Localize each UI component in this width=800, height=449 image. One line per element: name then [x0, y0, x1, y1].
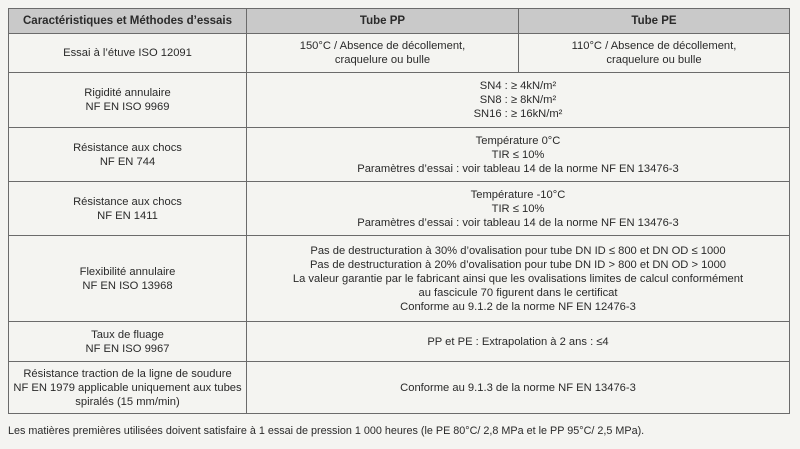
label-line: Essai à l’étuve ISO 12091: [63, 47, 192, 59]
label-line: Rigidité annulaire: [84, 87, 171, 99]
value-line: 150°C / Absence de décollement,: [299, 40, 466, 52]
value-line: SN8 : ≥ 8kN/m²: [479, 94, 557, 106]
value-line: Conforme au 9.1.3 de la norme NF EN 13476-3: [400, 381, 636, 394]
shared-value: [247, 236, 790, 322]
value-line: 110°C / Absence de décollement,: [571, 40, 737, 52]
row-label: [9, 34, 247, 73]
value-line: craquelure ou bulle: [606, 54, 702, 66]
label-line: NF EN ISO 9969: [85, 101, 170, 113]
row-label: [9, 182, 247, 236]
label-line: Résistance traction de la ligne de soudure: [23, 367, 232, 380]
value-line: au fascicule 70 figurent dans le certificat: [418, 286, 618, 299]
value-line: SN4 : ≥ 4kN/m²: [479, 80, 557, 92]
value-line: TIR ≤ 10%: [491, 202, 545, 215]
shared-value: [247, 128, 790, 182]
value-line: Température -10°C: [470, 188, 566, 201]
pe-value: [519, 34, 790, 73]
value-line: Pas de destructuration à 20% d’ovalisation pour tube DN ID > 800 et DN OD > 1000: [309, 258, 727, 271]
value-line: PP et PE : Extrapolation à 2 ans : ≤4: [427, 335, 609, 348]
shared-value: [247, 322, 790, 362]
characteristics-table: [8, 8, 790, 414]
table-row-rigidite: [9, 73, 790, 128]
header-tube-pe: Tube PE: [519, 9, 790, 34]
table-row-flexibilite: [9, 236, 790, 322]
value-line: Paramètres d’essai : voir tableau 14 de la norme NF EN 13476-3: [357, 162, 679, 175]
table-row-traction-soudure: [9, 362, 790, 414]
row-label: [9, 236, 247, 322]
label-line: NF EN ISO 13968: [82, 279, 173, 292]
shared-value: [247, 182, 790, 236]
footnote: Les matières premières utilisées doivent satisfaire à 1 essai de pression 1 000 heures (le PE 80°C/ 2,8 MPa et le PP 95°C/ 2,5 MPa).: [8, 425, 645, 437]
value-line: Paramètres d’essai : voir tableau 14 de la norme NF EN 13476-3: [357, 216, 679, 229]
row-label: [9, 322, 247, 362]
row-label: [9, 128, 247, 182]
value-line: craquelure ou bulle: [334, 54, 431, 66]
label-line: Résistance aux chocs: [73, 195, 182, 208]
value-line: La valeur garantie par le fabricant ainsi que les ovalisations limites de calcul conformément: [292, 272, 744, 285]
label-line: Taux de fluage: [91, 328, 164, 341]
table-row-chocs-744: [9, 128, 790, 182]
label-line: NF EN 1411: [97, 209, 158, 222]
shared-value: [247, 362, 790, 414]
header-tube-pp: Tube PP: [247, 9, 519, 34]
table-header-row: [9, 9, 790, 34]
label-line: spiralés (15 mm/min): [75, 395, 180, 408]
header-characteristics: Caractéristiques et Méthodes d’essais: [9, 9, 247, 34]
table-row-fluage: [9, 322, 790, 362]
row-label: [9, 73, 247, 128]
label-line: NF EN ISO 9967: [85, 342, 170, 355]
row-label: [9, 362, 247, 414]
value-line: Conforme au 9.1.2 de la norme NF EN 12476-3: [400, 300, 636, 313]
label-line: NF EN 1979 applicable uniquement aux tubes: [13, 381, 242, 394]
shared-value: [247, 73, 790, 128]
table-row-chocs-1411: [9, 182, 790, 236]
value-line: SN16 : ≥ 16kN/m²: [473, 108, 563, 120]
value-line: Température 0°C: [475, 134, 561, 147]
table-row-etuve: [9, 34, 790, 73]
pp-value: [247, 34, 519, 73]
label-line: NF EN 744: [99, 155, 156, 168]
value-line: Pas de destructuration à 30% d’ovalisation pour tube DN ID ≤ 800 et DN OD ≤ 1000: [310, 244, 726, 257]
label-line: Résistance aux chocs: [73, 141, 182, 154]
label-line: Flexibilité annulaire: [79, 265, 176, 278]
value-line: TIR ≤ 10%: [491, 148, 545, 161]
